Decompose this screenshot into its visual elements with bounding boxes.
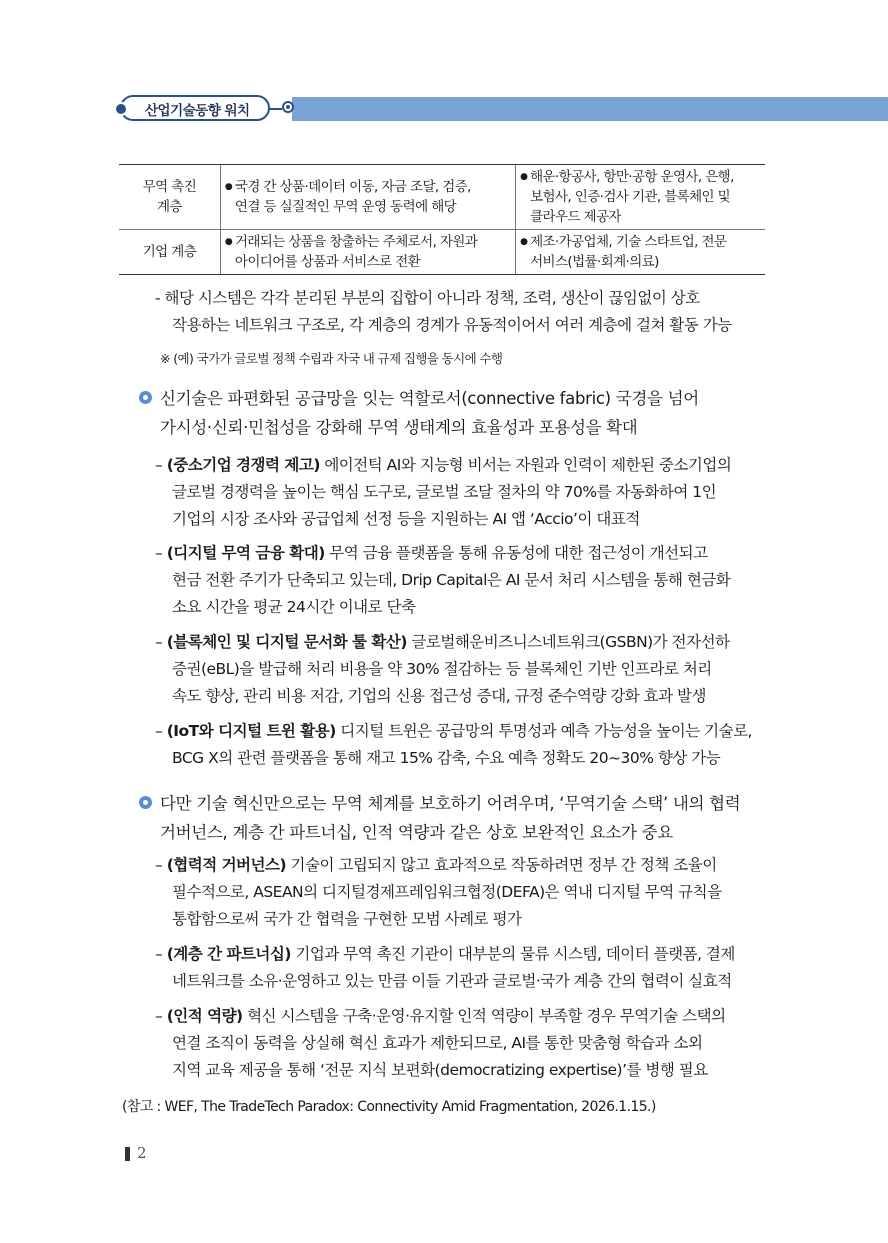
paragraph-line: 네트워크를 소유·운영하고 있는 만큼 이들 기관과 글로벌·국가 계층 간의 협력이 실효적: [172, 972, 732, 990]
paragraph-line: 소요 시간을 평균 24시간 이내로 단축: [172, 598, 416, 616]
section-heading: 가시성·신뢰·민첩성을 강화해 무역 생태계의 효율성과 포용성을 확대: [160, 418, 638, 437]
table-cell: ● 제조·가공업체, 기술 스타트업, 전문 서비스(법률·회계·의료): [516, 230, 765, 275]
section-bullet-icon: [139, 391, 152, 404]
section-heading: 거버넌스, 계층 간 파트너십, 인적 역량과 같은 상호 보완적인 요소가 중요: [160, 823, 673, 842]
paragraph-line: 현금 전환 주기가 단축되고 있는데, Drip Capital은 AI 문서 처리 시스템을 통해 현금화: [172, 571, 731, 589]
paragraph-line: 속도 향상, 관리 비용 저감, 기업의 신용 접근성 증대, 규정 준수역량 강화 효과 발생: [172, 687, 706, 705]
page-number-marker: [125, 1147, 130, 1161]
paragraph-line: 지역 교육 제공을 통해 ‘전문 지식 보편화(democratizing expertise)’를 병행 필요: [172, 1061, 708, 1079]
paragraph-line: BCG X의 관련 플랫폼을 통해 재고 15% 감축, 수요 예측 정확도 20~30% 향상 가능: [172, 749, 721, 767]
list-item: – (블록체인 및 디지털 문서화 툴 확산) 글로벌해운비즈니스네트워크(GSBN)가 전자선하: [155, 633, 730, 651]
bullet-icon: ●: [224, 237, 233, 247]
page-number: 2: [137, 1144, 147, 1162]
list-item: – (디지털 무역 금융 확대) 무역 금융 플랫폼을 통해 유동성에 대한 접근성이 개선되고: [155, 544, 708, 562]
table-cell-label: 기업 계층: [119, 230, 220, 275]
list-item: – (계층 간 파트너십) 기업과 무역 촉진 기관이 대부분의 물류 시스템, 데이터 플랫폼, 결제: [155, 945, 735, 963]
section-heading: 다만 기술 혁신만으로는 무역 체계를 보호하기 어려우며, ‘무역기술 스택’ 내의 협력: [160, 794, 741, 813]
reference-note: (참고 : WEF, The TradeTech Paradox: Connectivity Amid Fragmentation, 2026.1.15.): [122, 1099, 656, 1115]
example-note: ※ (예) 국가가 글로벌 정책 수립과 자국 내 규제 집행을 동시에 수행: [160, 351, 503, 366]
page-header: [0, 0, 888, 130]
header-connector: [268, 108, 282, 110]
paragraph-line: 필수적으로, ASEAN의 디지털경제프레임워크협정(DEFA)은 역내 디지털 무역 규칙을: [172, 883, 722, 901]
paragraph-line: 글로벌 경쟁력을 높이는 핵심 도구로, 글로벌 조달 절차의 약 70%를 자동화하여 1인: [172, 483, 717, 501]
section-heading: 신기술은 파편화된 공급망을 잇는 역할로서(connective fabric) 국경을 넘어: [160, 389, 699, 408]
paragraph-line: 통합함으로써 국가 간 협력을 구현한 모범 사례로 평가: [172, 910, 522, 928]
layer-table: [119, 164, 765, 275]
header-dot-right: [282, 101, 294, 113]
paragraph-line: 연결 조직이 동력을 상실해 혁신 효과가 제한되므로, AI를 통한 맞춤형 학습과 소외: [172, 1034, 703, 1052]
table-cell: ● 해운·항공사, 항만·공항 운영사, 은행, 보험사, 인증·검사 기관, 블록체인 및 클라우드 제공자: [516, 165, 765, 230]
table-cell: ● 국경 간 상품·데이터 이동, 자금 조달, 검증, 연결 등 실질적인 무역 운영 동력에 해당: [220, 165, 515, 230]
paragraph-line: - 해당 시스템은 각각 분리된 부분의 집합이 아니라 정책, 조력, 생산이 끊임없이 상호: [155, 289, 700, 307]
bullet-icon: ●: [520, 172, 528, 182]
paragraph-line: 작용하는 네트워크 구조로, 각 계층의 경계가 유동적이어서 여러 계층에 걸쳐 활동 가능: [172, 316, 732, 334]
section-title: 산업기술동향 워치: [145, 103, 250, 119]
list-item: – (인적 역량) 혁신 시스템을 구축·운영·유지할 인적 역량이 부족할 경우 무역기술 스택의: [155, 1007, 726, 1025]
bullet-icon: ●: [224, 182, 233, 192]
paragraph-line: 기업의 시장 조사와 공급업체 선정 등을 지원하는 AI 앱 ‘Accio’이 대표적: [172, 510, 640, 528]
header-band: [292, 97, 888, 121]
table-row: [119, 230, 765, 275]
list-item: – (중소기업 경쟁력 제고) 에이전틱 AI와 지능형 비서는 자원과 인력이 제한된 중소기업의: [155, 456, 732, 474]
section-bullet-icon: [139, 796, 152, 809]
table-cell: ● 거래되는 상품을 창출하는 주체로서, 자원과 아이디어를 상품과 서비스로 전환: [220, 230, 515, 275]
paragraph-line: 증권(eBL)을 발급해 처리 비용을 약 30% 절감하는 등 블록체인 기반 인프라로 처리: [172, 660, 712, 678]
table-row: [119, 165, 765, 230]
table-cell-label: 무역 촉진 계층: [119, 165, 220, 230]
bullet-icon: ●: [520, 237, 528, 247]
list-item: – (IoT와 디지털 트윈 활용) 디지털 트윈은 공급망의 투명성과 예측 가능성을 높이는 기술로,: [155, 722, 752, 740]
header-dot-left: [114, 102, 128, 116]
list-item: – (협력적 거버넌스) 기술이 고립되지 않고 효과적으로 작동하려면 정부 간 정책 조율이: [155, 856, 717, 874]
